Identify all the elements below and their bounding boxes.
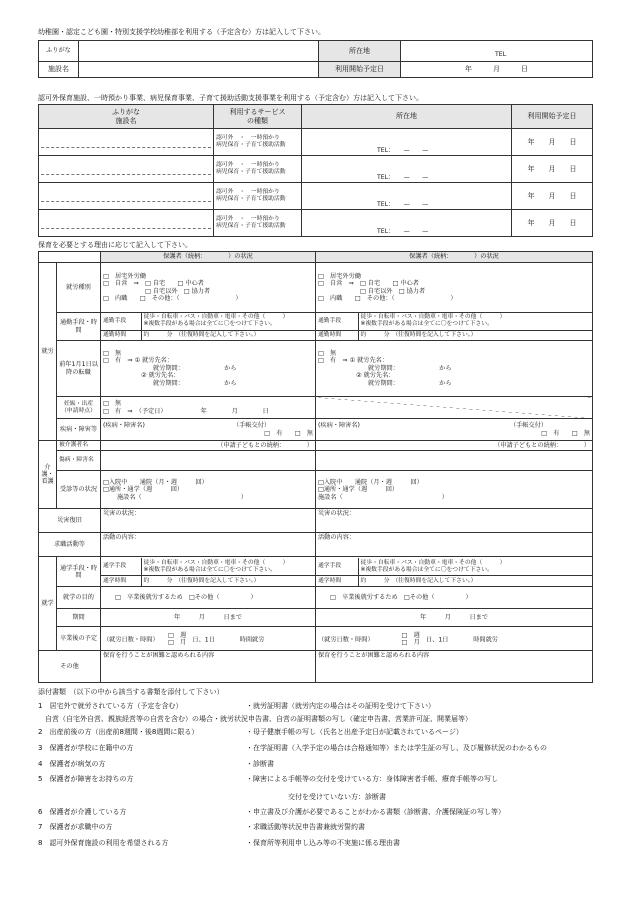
- means-text[interactable]: 徒歩・自転車・バス・自動車・電車・その他（ ）: [143, 314, 289, 321]
- handbook: （手帳交付）: [509, 422, 548, 430]
- guardian-header-2: 保護者（続柄： ）の状況: [316, 252, 593, 263]
- opt-employee[interactable]: □ 居宅外労働: [318, 272, 361, 280]
- section1-table: [38, 40, 593, 78]
- attachment-condition: 8 認可外保育施設の利用を希望される方: [38, 839, 169, 847]
- start-date-label: 利用開始予定日: [319, 62, 401, 78]
- attachment-condition: 自営（自宅外自営、親族経営等の自営を含む）の場合: [38, 715, 213, 723]
- facility-row: [39, 183, 593, 210]
- guardian-header-1: 保護者（続柄： ）の状況: [101, 252, 316, 263]
- care-status-label: 受診等の状況: [57, 471, 101, 509]
- attachment-condition: 7 保護者が求職中の方: [38, 823, 113, 831]
- illness-2[interactable]: [316, 419, 593, 441]
- disaster-text[interactable]: 災害の状況：: [101, 509, 316, 533]
- prev-job-2[interactable]: [316, 341, 593, 397]
- after-week[interactable]: □ 週: [167, 631, 187, 639]
- handbook-opts[interactable]: □ 有 □ 無: [541, 429, 590, 437]
- prev-period[interactable]: 就労期間： から: [153, 379, 237, 387]
- means-note: ※複数手段がある場合は全てに〇をつけて下さい。: [360, 321, 493, 328]
- facility-row: [39, 129, 593, 156]
- attachment-row: [38, 839, 598, 847]
- other-text[interactable]: 保育を行うことが困難と認められる内容: [101, 651, 316, 683]
- facility-input[interactable]: [79, 62, 319, 78]
- care-outpatient[interactable]: □通所・通学（週 回）: [318, 486, 399, 494]
- attachment-row: [38, 823, 598, 831]
- opt-employee[interactable]: □ 居宅外労働: [103, 272, 146, 280]
- facility-cell[interactable]: [39, 210, 214, 237]
- illness-name: (疾病・障害名): [103, 422, 145, 430]
- facility-cell[interactable]: [39, 183, 214, 210]
- period-label: 期間: [57, 609, 101, 627]
- school-time-label: 通学時間: [101, 576, 141, 586]
- time-text[interactable]: 約 分 （往復時間を記入して下さい。）: [360, 331, 477, 338]
- attachment-document: ・就労証明書（就労内定の場合はその証明を受けて下さい）: [246, 702, 435, 710]
- opt-center[interactable]: □ 中心者: [177, 280, 204, 288]
- pregnancy-options[interactable]: [101, 397, 316, 419]
- care-relation[interactable]: （申請子どもとの続柄： ）: [316, 441, 593, 451]
- prev-name[interactable]: 就労先名：: [142, 357, 174, 365]
- work-type-label: 就労種別: [57, 263, 101, 313]
- attachment-row: [38, 793, 598, 801]
- time-text[interactable]: 約 分 （往復時間を記入して下さい。）: [143, 331, 260, 338]
- care-illness-1[interactable]: [101, 451, 316, 471]
- attachment-row: [38, 728, 598, 736]
- attachment-document: ・障害による手帳等の交付を受けている方：身体障害者手帳、療育手帳等の写し: [246, 775, 498, 783]
- school-means-label: 通学手段: [101, 558, 141, 576]
- attachment-document: ・申立書及び介護が必要であることがわかる書類（診断書、介護保険証の写し等）: [246, 808, 505, 816]
- care-status-1[interactable]: [101, 471, 316, 509]
- opt-home[interactable]: □ 自宅: [359, 280, 381, 288]
- start-date-input[interactable]: 年 月 日: [401, 62, 593, 78]
- section2-table: [38, 104, 593, 237]
- attachment-row: [38, 702, 598, 710]
- circle-2: ②: [356, 372, 362, 380]
- means-note: ※複数手段がある場合は全てに〇をつけて下さい。: [143, 566, 276, 573]
- after-2[interactable]: [316, 627, 593, 651]
- work-type-options-1[interactable]: [101, 263, 316, 313]
- tel-label: TEL: [495, 51, 507, 59]
- location-label: 所在地: [319, 41, 401, 62]
- facility-cell[interactable]: [39, 129, 214, 156]
- section1-heading: 幼稚園・認定こども園・特別支援学校幼稚部を利用する（予定含む）方は記入して下さい。: [38, 28, 325, 36]
- facility-row: [39, 156, 593, 183]
- illness-label: 疾病・障害等: [57, 419, 101, 441]
- illness-1[interactable]: [101, 419, 316, 441]
- work-type-options-2[interactable]: [316, 263, 593, 313]
- attachment-document: ・母子健康手帳の写し（氏名と出産予定日が記載されているページ）: [246, 728, 463, 736]
- section2-heading: 認可外保育施設、一時預かり事業、病児保育事業、子育て援助活動支援事業を利用する（予定含む）方は記入して下さい。: [38, 94, 423, 102]
- attachment-row: [38, 715, 598, 723]
- care-illness-label: 傷病・障害名: [57, 451, 101, 471]
- facility-row: [39, 210, 593, 237]
- attachment-document: 交付を受けていない方：診断書: [246, 793, 386, 801]
- facility-cell[interactable]: [39, 156, 214, 183]
- study-purpose-label: 就学の目的: [57, 587, 101, 609]
- date-field[interactable]: 年 月 日: [512, 129, 593, 156]
- study-means-label: 通学手段・時間: [57, 557, 101, 587]
- care-category: 介護・看護: [39, 441, 57, 509]
- opt-other[interactable]: □ その他：（ ）: [139, 294, 242, 302]
- pregnancy-label: 妊娠・出産（申請時点）: [57, 397, 101, 419]
- care-inpatient[interactable]: □入院中 通院（月・週 回）: [103, 478, 208, 486]
- service-options-2[interactable]: 病児保育・子育て援助活動: [216, 142, 286, 148]
- prev-period[interactable]: 就労期間： から: [153, 364, 237, 372]
- service-options[interactable]: 認可外 ・ 一時預かり: [216, 162, 280, 169]
- care-illness-2[interactable]: [316, 451, 593, 471]
- facility-label: 施設名: [39, 62, 79, 78]
- after-month[interactable]: □ 月: [401, 638, 420, 646]
- col-location: 所在地: [302, 105, 512, 129]
- prev-job-label: 前年1月1日以降の転職: [57, 341, 101, 397]
- means-note: ※複数手段がある場合は全てに〇をつけて下さい。: [360, 566, 493, 573]
- attachment-condition: 2 出産前後の方（出産前8週間・後8週間に限る）: [38, 728, 199, 736]
- attachment-row: [38, 760, 598, 768]
- attachments-heading: 添付書類 （以下の中から該当する書類を添付して下さい）: [38, 688, 224, 696]
- col-facility: 施設名: [115, 116, 137, 125]
- col-service: 利用するサービス: [229, 108, 286, 117]
- school-time-label: 通学時間: [316, 576, 358, 586]
- tel-field[interactable]: TEL： — —: [302, 129, 512, 156]
- commute-means-label: 通勤手段: [316, 313, 358, 330]
- after-days: （就労日数・時間）: [318, 635, 371, 643]
- time-text[interactable]: 約 分 （往復時間を記入して下さい。）: [360, 577, 477, 584]
- attachment-condition: 1 居宅外で就労されている方（予定を含む）: [38, 702, 183, 710]
- opt-none[interactable]: □ 無: [318, 349, 337, 357]
- care-inpatient[interactable]: □入院中 通院（月・週 回）: [318, 478, 423, 486]
- circle-1: ①: [349, 357, 356, 365]
- opt-piece[interactable]: □ 内職: [103, 294, 128, 302]
- attachment-document: ・在学証明書（入学予定の場合は合格通知等）または学生証の写し、及び履修状況のわかるもの: [246, 744, 547, 752]
- school-means-label: 通学手段: [316, 558, 358, 576]
- service-options[interactable]: 認可外 ・ 一時預かり: [216, 189, 280, 196]
- service-options-2[interactable]: 病児保育・子育て援助活動: [216, 169, 286, 175]
- col-service2: の種類: [247, 116, 268, 125]
- service-options-2[interactable]: 病児保育・子育て援助活動: [216, 196, 286, 202]
- care-relation[interactable]: （申請子どもとの続柄： ）: [101, 441, 316, 451]
- col-start: 利用開始予定日: [512, 105, 593, 129]
- pregnancy-yes[interactable]: □ 有 ⇒ （予定日） 年 月 日: [103, 407, 269, 415]
- service-options-2[interactable]: 病児保育・子育て援助活動: [216, 223, 286, 229]
- after-month[interactable]: □ 月: [167, 638, 187, 646]
- care-status-2[interactable]: [316, 471, 593, 509]
- furigana-label: ふりがな: [39, 41, 79, 62]
- study-purpose[interactable]: □ 卒業後就労するため □その他（ ）: [101, 587, 316, 609]
- means-text[interactable]: 徒歩・自転車・バス・自動車・電車・その他（ ）: [360, 559, 506, 566]
- illness-name: (疾病・障害名): [318, 422, 360, 430]
- circle-2: ②: [141, 372, 147, 380]
- attachment-condition: 3 保護者が学校に在籍中の方: [38, 744, 134, 752]
- care-person-label: 被介護者名: [57, 441, 101, 451]
- study-category: 就学: [39, 557, 57, 651]
- attachment-row: [38, 775, 598, 783]
- prev-job-1[interactable]: [101, 341, 316, 397]
- opt-other[interactable]: □ その他：（ ）: [354, 294, 457, 302]
- opt-center[interactable]: □ 中心者: [392, 280, 419, 288]
- opt-self[interactable]: □ 自営 ⇒: [103, 280, 139, 288]
- care-facility[interactable]: 施設名（ ）: [117, 493, 247, 501]
- col-furigana: ふりがな: [112, 108, 140, 117]
- handbook-opts[interactable]: □ 有 □ 無: [264, 429, 313, 437]
- opt-outside[interactable]: □ 自宅以外: [360, 287, 393, 295]
- date-field[interactable]: 年 月 日: [512, 183, 593, 210]
- after-label: 卒業後の予定: [57, 627, 101, 651]
- opt-piece[interactable]: □ 内職: [318, 294, 343, 302]
- furigana-input[interactable]: [79, 41, 319, 62]
- disaster-text[interactable]: 災害の状況：: [316, 509, 593, 533]
- attachment-document: ・保育所等利用申し込み等の不実施に係る理由書: [246, 839, 400, 847]
- means-text[interactable]: 徒歩・自転車・バス・自動車・電車・その他（ ）: [143, 559, 289, 566]
- opt-helper[interactable]: □ 協力者: [398, 287, 426, 295]
- attachment-condition: 6 保護者が介護している方: [38, 808, 127, 816]
- attachment-row: [38, 744, 598, 752]
- prev-name[interactable]: 就労先名：: [363, 372, 395, 380]
- attachment-document: ・就労状況申告書、自営の証明書類の写し（確定申告書、営業許可証、開業届等）: [213, 715, 472, 723]
- pregnancy-none[interactable]: □ 無: [103, 400, 122, 408]
- opt-none[interactable]: □ 無: [103, 349, 122, 357]
- commute-time-label: 通勤時間: [101, 330, 141, 340]
- prev-name[interactable]: 就労先名：: [148, 372, 180, 380]
- service-options[interactable]: 認可外 ・ 一時預かり: [216, 216, 280, 223]
- reason-table: [38, 251, 593, 683]
- opt-yes[interactable]: □ 有 ⇒: [318, 357, 348, 365]
- attachment-condition: 4 保護者が病気の方: [38, 760, 106, 768]
- means-note: ※複数手段がある場合は全てに〇をつけて下さい。: [143, 321, 276, 328]
- commute-time-label: 通勤時間: [316, 330, 358, 340]
- disaster-label: 災害復旧: [39, 509, 101, 533]
- other-label: その他: [39, 651, 101, 683]
- opt-yes[interactable]: □ 有 ⇒: [103, 357, 133, 365]
- opt-outside[interactable]: □ 自宅以外: [145, 287, 178, 295]
- jobhunt-text[interactable]: 活動の内容：: [316, 533, 593, 557]
- opt-helper[interactable]: □ 協力者: [183, 287, 211, 295]
- opt-self[interactable]: □ 自営 ⇒: [318, 280, 354, 288]
- service-options[interactable]: 認可外 ・ 一時預かり: [216, 135, 280, 142]
- circle-1: ①: [134, 357, 141, 365]
- opt-home[interactable]: □ 自宅: [144, 280, 166, 288]
- location-input[interactable]: [401, 41, 593, 62]
- section3-heading: 保育を必要とする理由に応じて記入して下さい。: [38, 241, 192, 249]
- pregnancy-na: [316, 397, 593, 419]
- attachment-document: ・求職活動等状況申告書兼就労誓約書: [246, 823, 365, 831]
- date-field[interactable]: 年 月 日: [512, 210, 593, 237]
- means-text[interactable]: 徒歩・自転車・バス・自動車・電車・その他（ ）: [360, 314, 506, 321]
- handbook: （手帳交付）: [232, 422, 271, 430]
- work-category: 就労: [39, 263, 57, 441]
- commute-means-label: 通勤手段: [101, 313, 141, 330]
- commute-label: 通勤手段・時間: [57, 313, 101, 341]
- tel-field[interactable]: TEL： — —: [302, 210, 512, 237]
- prev-name[interactable]: 就労先名：: [357, 357, 389, 365]
- prev-period[interactable]: 就労期間： から: [368, 364, 452, 372]
- care-outpatient[interactable]: □通所・通学（週 回）: [103, 486, 184, 494]
- after-rest[interactable]: 日、1日 時間就労: [192, 635, 265, 643]
- jobhunt-label: 求職活動等: [39, 533, 101, 557]
- after-days: （就労日数・時間）: [103, 635, 156, 643]
- attachment-row: [38, 808, 598, 816]
- after-rest[interactable]: 日、1日 時間就労: [425, 635, 498, 643]
- attachment-document: ・診断書: [246, 760, 274, 768]
- jobhunt-text[interactable]: 活動の内容：: [101, 533, 316, 557]
- period-text[interactable]: 年 月 日まで: [101, 609, 316, 627]
- after-1[interactable]: [101, 627, 316, 651]
- attachment-condition: 5 保護者が障害をお持ちの方: [38, 775, 134, 783]
- date-field[interactable]: 年 月 日: [512, 156, 593, 183]
- period-text[interactable]: 年 月 日まで: [316, 609, 593, 627]
- other-text[interactable]: 保育を行うことが困難と認められる内容: [316, 651, 593, 683]
- after-week[interactable]: □ 週: [401, 631, 420, 639]
- study-purpose[interactable]: □ 卒業後就労するため □その他（ ）: [316, 587, 593, 609]
- tel-field[interactable]: TEL： — —: [302, 156, 512, 183]
- care-facility[interactable]: 施設名（ ）: [318, 493, 448, 501]
- tel-field[interactable]: TEL： — —: [302, 183, 512, 210]
- time-text[interactable]: 約 分 （往復時間を記入して下さい。）: [143, 577, 260, 584]
- prev-period[interactable]: 就労期間： から: [368, 379, 452, 387]
